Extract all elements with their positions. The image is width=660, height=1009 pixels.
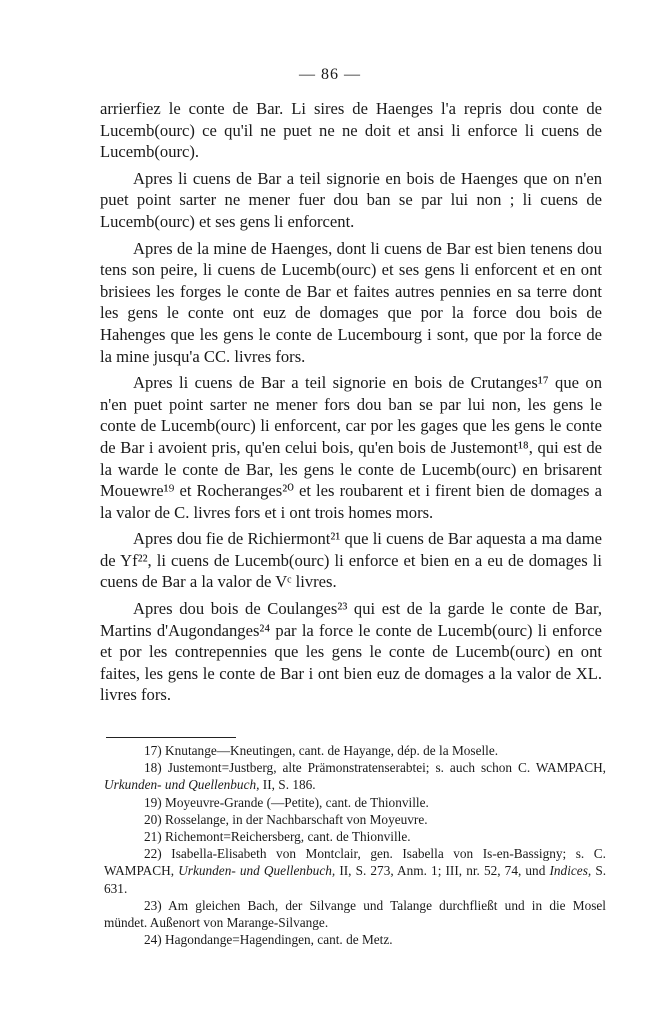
paragraph-4: Apres li cuens de Bar a teil signorie en bois de Crutanges¹⁷ que on n'en puet point sarter ne mener fors dou ban se par lui non, les gens le conte de Lucemb(ourc) li enforcent, car por les gages que les gens le conte de Bar i avoient pris, qu'en celui bois, qu'en bois de Justemont¹⁸, qui est de la warde le conte de Bar, les gens le conte de Lucemb(ourc) en brisarent Mouewre¹⁹ et Rocheranges²⁰ et les roubarent et i firent bien de domages a la valor de C. livres fors et i ont trois homes mors. <box>100 373 602 522</box>
footnote-23: 23) Am gleichen Bach, der Silvange und Talange durchfließt und in die Mosel mündet. Außenort von Marange-Silvange. <box>104 897 606 931</box>
paragraph-3: Apres de la mine de Haenges, dont li cuens de Bar est bien tenens dou tens son peire, li cuens de Lucemb(ourc) et ses gens li enforcent et en ont brisiees les forges le conte de Bar et faites autres pennies en sa terre dont les gens le conte ont euz de domages que por la force dou bois de Hahenges que les gens le conte de Lucembourg i sont, que por la force de la mine jusqu'a CC. livres fors. <box>100 238 602 366</box>
footnote-22-tail: S. 631. <box>104 863 607 896</box>
footnote-18-title: Urkunden- und Quellenbuch, <box>104 777 260 793</box>
footnote-19: 19) Moyeuvre-Grande (—Petite), cant. de Thionville. <box>144 794 429 810</box>
footnote-22-indices: Indices, <box>549 863 592 879</box>
paragraph-2: Apres li cuens de Bar a teil signorie en bois de Haenges que on n'en puet point sarter ne mener fuer dou ban se par lui non ; li cuens de Lucemb(ourc) et ses gens li enforcent. <box>100 168 602 231</box>
body-text <box>100 98 602 711</box>
footnote-18-text: 18) Justemont=Justberg, alte Prämonstratenserabtei; s. auch schon C. WAMPACH, <box>144 760 606 776</box>
paragraph-6: Apres dou bois de Coulanges²³ qui est de la garde le conte de Bar, Martins d'Augondanges²⁴ par la force le conte de Lucemb(ourc) li enforce et por les contrepennies que les gens le conte de Lucemb(ourc) en ont faites, les gens le conte de Bar i ont bien euz de domages a la valor de XL. livres fors. <box>100 599 602 705</box>
footnote-17: 17) Knutange—Kneutingen, cant. de Hayange, dép. de la Moselle. <box>144 743 499 758</box>
footnote-22-mid: II, S. 273, Anm. 1; III, nr. 52, 74, und <box>339 863 546 879</box>
footnote-22 <box>104 845 606 897</box>
footnote-22-text: 22) Isabella-Elisabeth von Montclair, gen. Isabella von Is-en-Bassigny; s. C. WAMPACH, <box>104 846 606 879</box>
footnote-20: 20) Rosselange, in der Nachbarschaft von Moyeuvre. <box>144 811 428 827</box>
paragraph-5: Apres dou fie de Richiermont²¹ que li cuens de Bar aquesta a ma dame de Yf²², li cuens de Lucemb(ourc) li enforce et bien en a eu de domages li cuens de Bar a la valor de Vᶜ livres. <box>100 529 602 592</box>
footnote-22-title: Urkunden- und Quellenbuch, <box>178 863 336 879</box>
footnotes <box>104 742 606 948</box>
footnote-divider <box>106 737 236 738</box>
footnote-18 <box>104 759 606 793</box>
paragraph-1: arrierfiez le conte de Bar. Li sires de Haenges l'a repris dou conte de Lucemb(ourc) ce qu'il ne puet ne ne doit et ansi li enforce li cuens de Lucemb(ourc). <box>100 99 602 162</box>
page-number: — 86 — <box>299 66 361 83</box>
footnote-18-tail: II, S. 186. <box>262 777 316 793</box>
footnote-21: 21) Richemont=Reichersberg, cant. de Thionville. <box>144 829 411 845</box>
footnote-24: 24) Hagondange=Hagendingen, cant. de Metz. <box>144 932 393 948</box>
